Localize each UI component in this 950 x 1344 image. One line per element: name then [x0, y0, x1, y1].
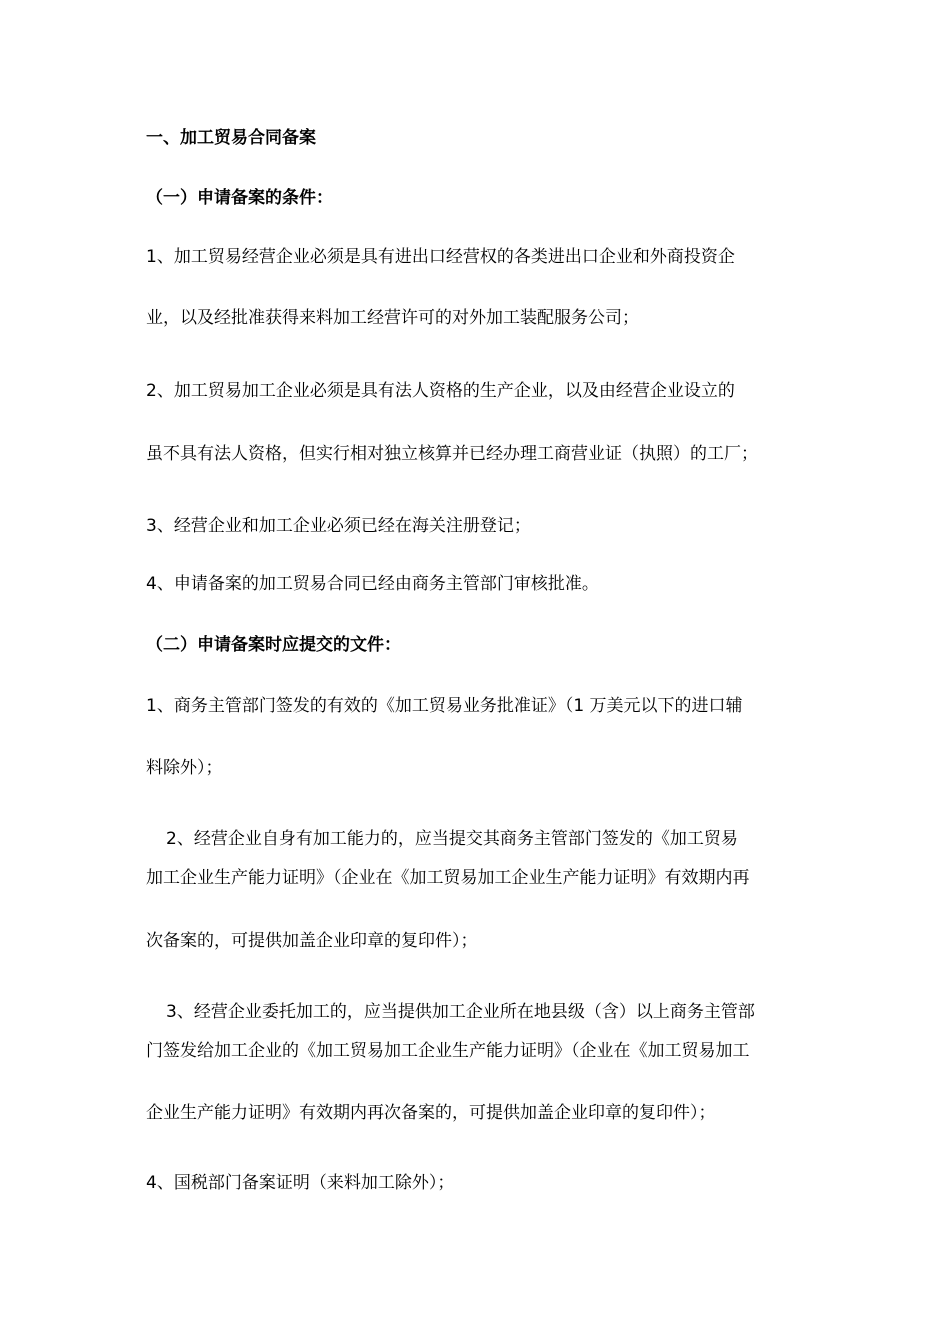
section-1-line: 1、加工贸易经营企业必须是具有进出口经营权的各类进出口企业和外商投资企 [146, 247, 735, 267]
section-2-line: 加工企业生产能力证明》（企业在《加工贸易加工企业生产能力证明》有效期内再 [146, 868, 750, 888]
section-1-line: 3、经营企业和加工企业必须已经在海关注册登记； [146, 516, 531, 536]
section-2-line: 企业生产能力证明》有效期内再次备案的，可提供加盖企业印章的复印件）； [146, 1103, 716, 1123]
main-heading: 一、加工贸易合同备案 [146, 128, 316, 148]
section-2-title: （二）申请备案时应提交的文件： [146, 635, 401, 655]
section-2-line: 4、国税部门备案证明（来料加工除外）； [146, 1173, 455, 1193]
section-2-line: 料除外）； [146, 758, 223, 778]
section-1-title: （一）申请备案的条件： [146, 188, 333, 208]
section-1-line: 虽不具有法人资格，但实行相对独立核算并已经办理工商营业证（执照）的工厂； [146, 444, 758, 464]
section-1-line: 2、加工贸易加工企业必须是具有法人资格的生产企业，以及由经营企业设立的 [146, 381, 735, 401]
section-2-line: 2、经营企业自身有加工能力的，应当提交其商务主管部门签发的《加工贸易 [166, 829, 738, 849]
section-2-line: 3、经营企业委托加工的，应当提供加工企业所在地县级（含）以上商务主管部 [166, 1002, 755, 1022]
section-2-line: 次备案的，可提供加盖企业印章的复印件）； [146, 931, 478, 951]
section-1-line: 4、申请备案的加工贸易合同已经由商务主管部门审核批准。 [146, 574, 599, 594]
section-2-line: 1、商务主管部门签发的有效的《加工贸易业务批准证》（1 万美元以下的进口辅 [146, 696, 743, 716]
section-1-line: 业，以及经批准获得来料加工经营许可的对外加工装配服务公司； [146, 308, 639, 328]
section-2-line: 门签发给加工企业的《加工贸易加工企业生产能力证明》（企业在《加工贸易加工 [146, 1041, 750, 1061]
